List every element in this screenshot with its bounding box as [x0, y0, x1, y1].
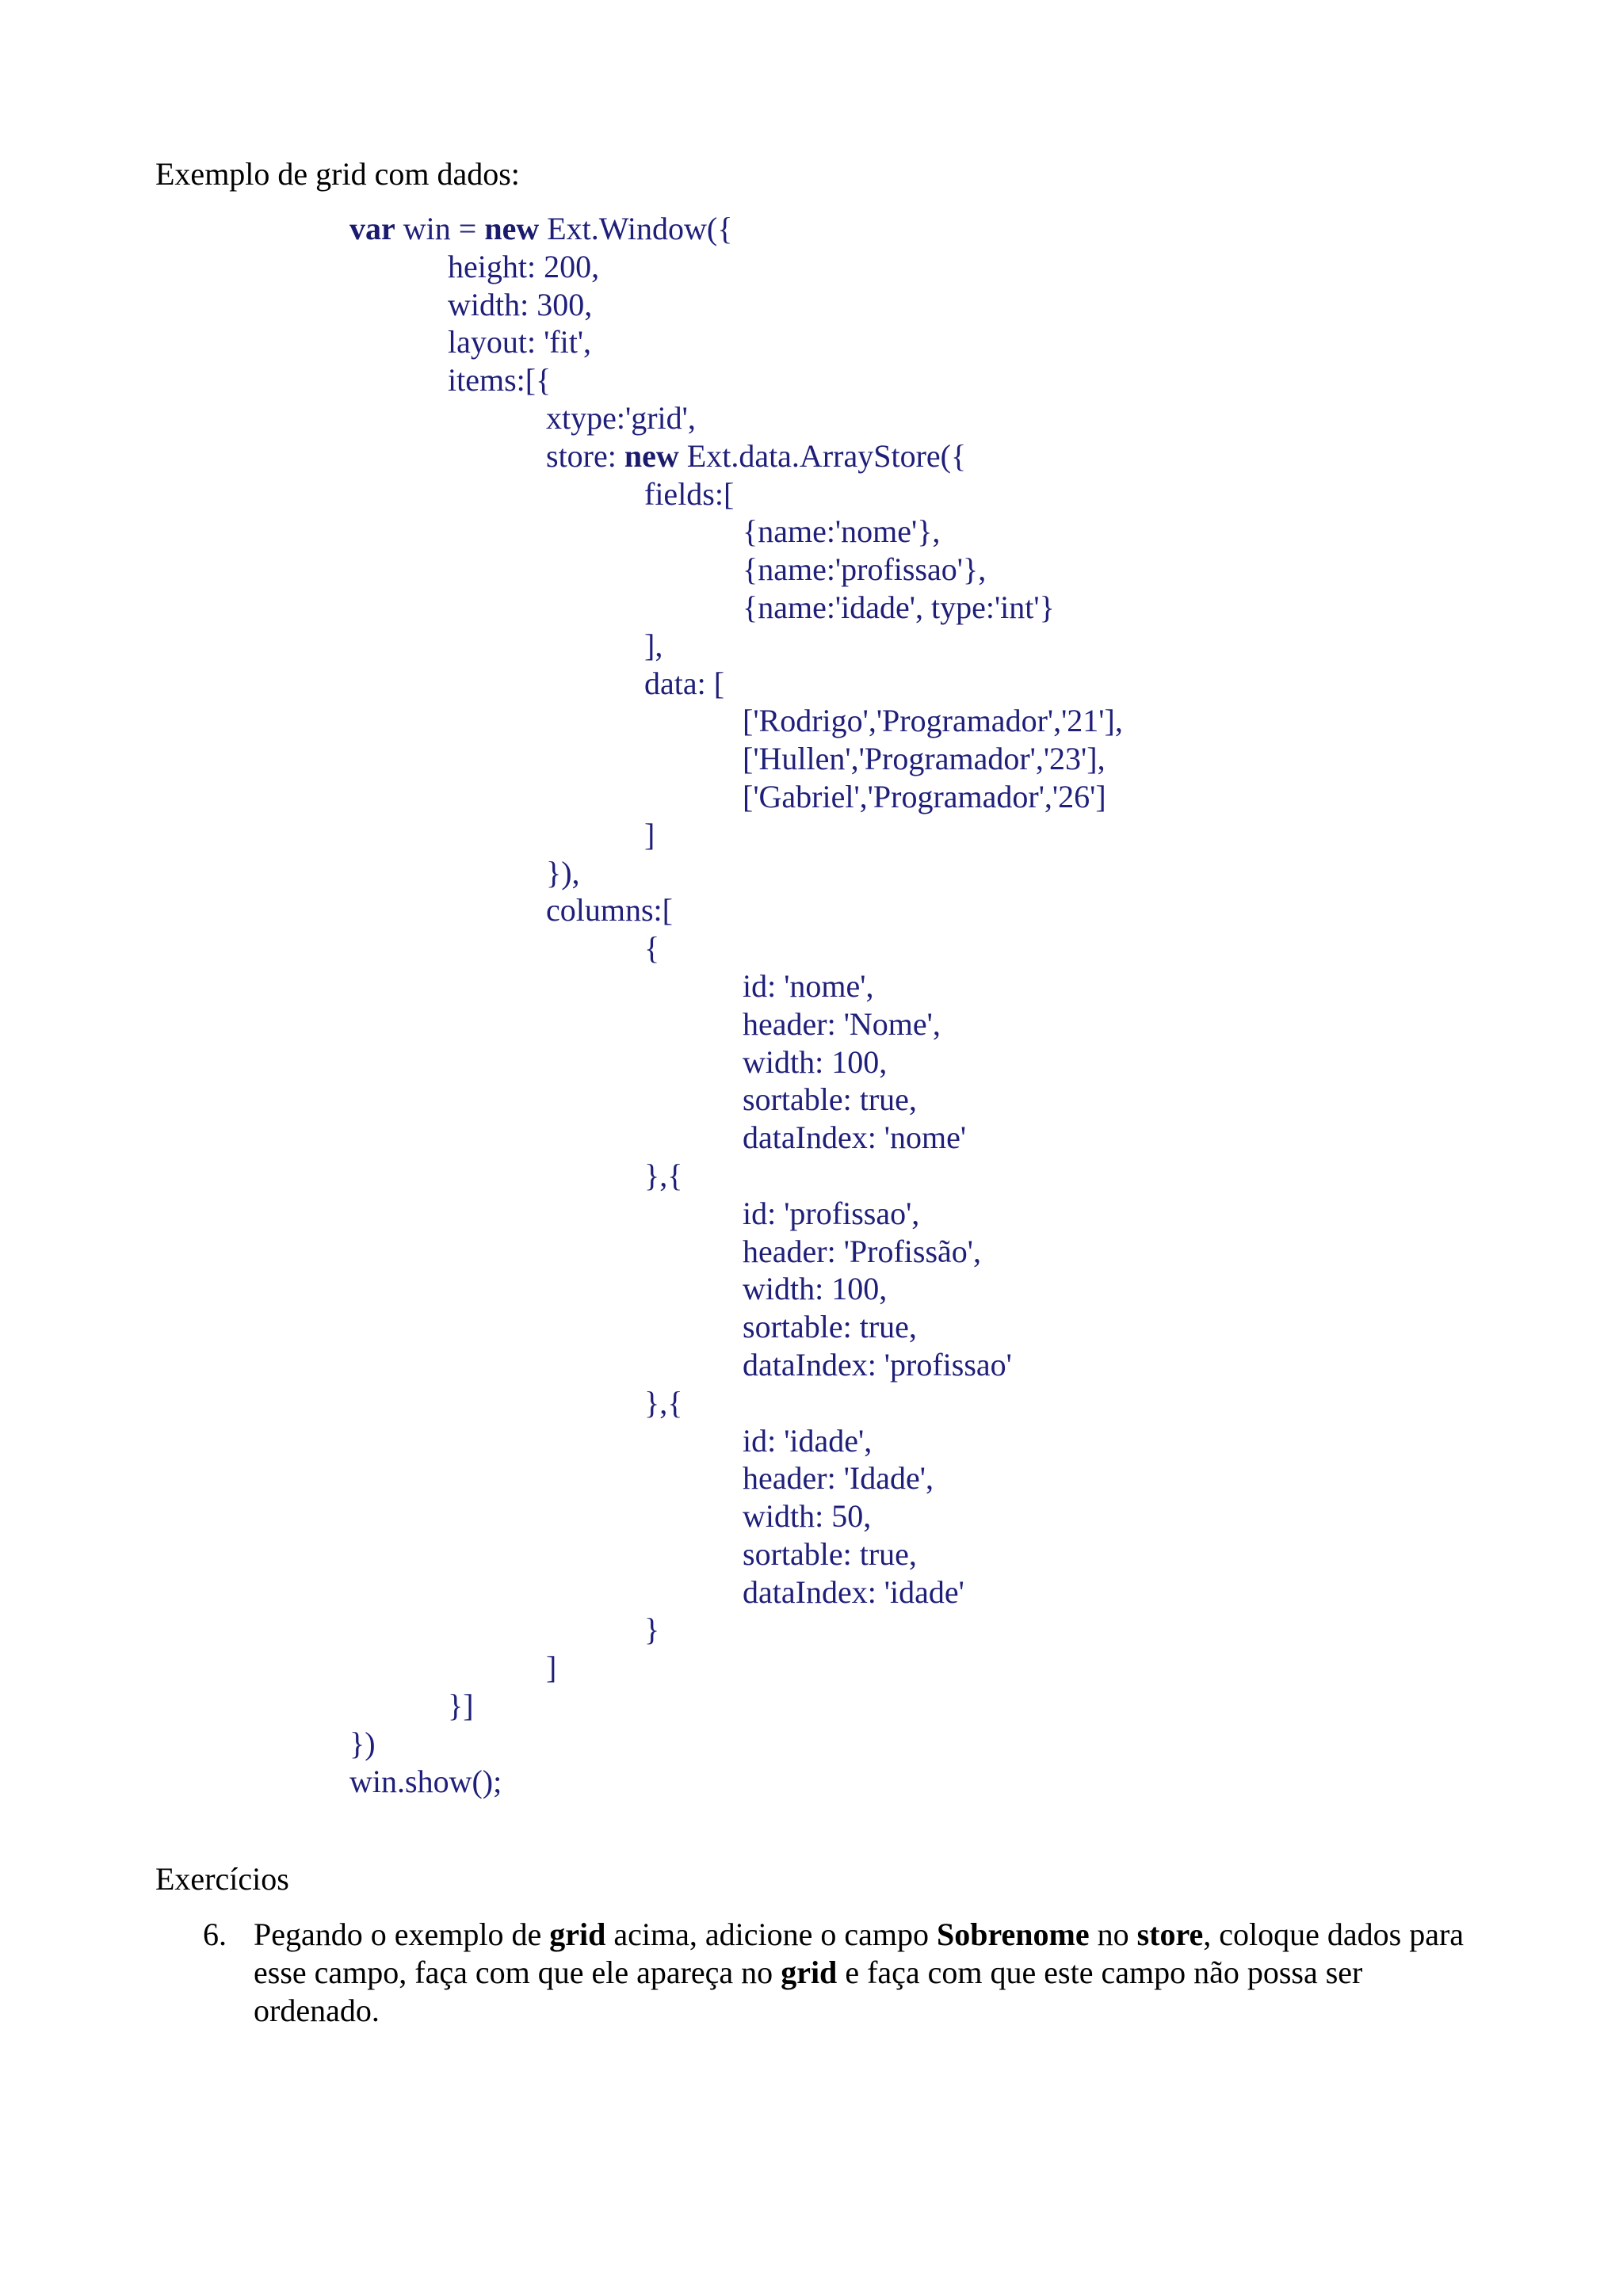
code-line: [0, 816, 1123, 854]
code-line: [0, 1535, 1123, 1573]
exercise-emphasis: grid: [781, 1955, 838, 1990]
exercise-number: 6.: [203, 1917, 227, 1952]
exercise-text-run: , coloque dados para esse campo, faça com que ele apareça no: [254, 1917, 1465, 1990]
exercise-text-run: acima, adicione o campo: [605, 1917, 937, 1952]
code-line: [0, 399, 1123, 437]
code-text: data: [: [644, 665, 725, 701]
code-line: [0, 437, 1123, 475]
code-line: [0, 929, 1123, 967]
code-text: {name:'nome'},: [743, 513, 941, 550]
code-text: Ext.data.ArrayStore({: [678, 437, 967, 474]
exercise-emphasis: grid: [549, 1917, 606, 1952]
code-line: [0, 589, 1123, 627]
code-line: [0, 740, 1123, 778]
code-text: {name:'idade', type:'int'}: [743, 589, 1055, 625]
code-text: width: 300,: [448, 286, 593, 322]
code-line: [0, 475, 1123, 513]
code-line: [0, 1195, 1123, 1233]
code-line: [0, 891, 1123, 929]
code-text: store:: [546, 437, 624, 474]
code-text: sortable: true,: [743, 1535, 917, 1572]
code-line: [0, 778, 1123, 816]
code-text: win =: [395, 211, 485, 246]
code-text: height: 200,: [448, 248, 600, 284]
code-text: ['Hullen','Programador','23'],: [743, 741, 1106, 777]
code-line: [0, 1725, 1123, 1763]
code-text: header: 'Nome',: [743, 1005, 941, 1042]
code-line: [0, 210, 1123, 248]
code-text: Ext.Window({: [539, 211, 733, 246]
code-text: width: 50,: [743, 1498, 872, 1535]
code-line: [0, 854, 1123, 892]
code-line: [0, 1687, 1123, 1725]
code-line: [0, 1422, 1123, 1460]
code-line: [0, 1270, 1123, 1308]
code-text: win.show();: [349, 1763, 502, 1799]
code-line: [0, 1308, 1123, 1346]
code-line: [0, 361, 1123, 399]
code-text: header: 'Idade',: [743, 1460, 934, 1497]
code-line: [0, 967, 1123, 1005]
code-keyword: new: [624, 437, 679, 474]
intro-text: Exemplo de grid com dados:: [155, 156, 520, 192]
exercise-emphasis: Sobrenome: [936, 1917, 1090, 1952]
code-keyword: var: [349, 211, 395, 246]
code-block: [0, 210, 1123, 1800]
exercise-emphasis: store: [1136, 1917, 1204, 1952]
code-line: [0, 248, 1123, 286]
code-text: },{: [644, 1157, 683, 1193]
code-line: [0, 1043, 1123, 1081]
code-text: ['Gabriel','Programador','26']: [743, 778, 1106, 814]
code-line: [0, 1459, 1123, 1497]
code-line: [0, 1573, 1123, 1611]
code-line: [0, 286, 1123, 324]
code-keyword: new: [484, 211, 540, 246]
code-text: header: 'Profissão',: [743, 1233, 981, 1269]
code-text: id: 'nome',: [743, 967, 874, 1004]
code-text: ]: [546, 1650, 557, 1686]
code-line: [0, 1233, 1123, 1271]
code-text: },{: [644, 1384, 683, 1421]
code-line: [0, 627, 1123, 665]
code-line: [0, 1119, 1123, 1157]
code-text: ],: [644, 627, 663, 663]
code-text: dataIndex: 'nome': [743, 1119, 967, 1156]
code-text: width: 100,: [743, 1043, 888, 1080]
exercise-item: [203, 1916, 1487, 2030]
code-text: id: 'idade',: [743, 1422, 873, 1459]
code-line: [0, 1649, 1123, 1687]
code-line: [0, 1346, 1123, 1384]
exercise-text: [254, 1916, 1487, 2030]
code-line: [0, 1005, 1123, 1043]
code-text: dataIndex: 'profissao': [743, 1346, 1012, 1383]
code-text: ['Rodrigo','Programador','21'],: [743, 703, 1123, 739]
code-text: {name:'profissao'},: [743, 551, 987, 588]
code-line: [0, 702, 1123, 740]
code-line: [0, 1497, 1123, 1535]
code-text: xtype:'grid',: [546, 399, 696, 436]
code-text: {: [644, 930, 660, 967]
code-text: width: 100,: [743, 1271, 888, 1307]
code-line: [0, 1384, 1123, 1422]
code-text: }),: [546, 854, 580, 891]
code-line: [0, 1157, 1123, 1195]
code-text: sortable: true,: [743, 1081, 917, 1118]
code-line: [0, 1763, 1123, 1801]
code-text: layout: 'fit',: [448, 324, 592, 360]
code-line: [0, 551, 1123, 589]
code-text: items:[{: [448, 362, 552, 399]
exercise-text-run: Pegando o exemplo de: [254, 1917, 550, 1952]
code-line: [0, 1081, 1123, 1119]
code-text: dataIndex: 'idade': [743, 1573, 964, 1610]
code-line: [0, 513, 1123, 551]
exercises-heading: Exercícios: [155, 1861, 289, 1897]
code-text: }): [349, 1725, 376, 1761]
exercise-text-run: e faça com que este campo não possa ser ordenado.: [254, 1955, 1363, 2028]
code-line: [0, 1611, 1123, 1649]
code-text: }]: [448, 1688, 474, 1724]
code-text: fields:[: [644, 475, 735, 512]
code-text: sortable: true,: [743, 1309, 917, 1345]
code-text: columns:[: [546, 892, 673, 929]
exercise-text-run: no: [1089, 1917, 1137, 1952]
code-text: id: 'profissao',: [743, 1195, 920, 1231]
code-text: }: [644, 1611, 660, 1648]
code-line: [0, 665, 1123, 703]
code-line: [0, 323, 1123, 361]
code-text: ]: [644, 816, 655, 852]
